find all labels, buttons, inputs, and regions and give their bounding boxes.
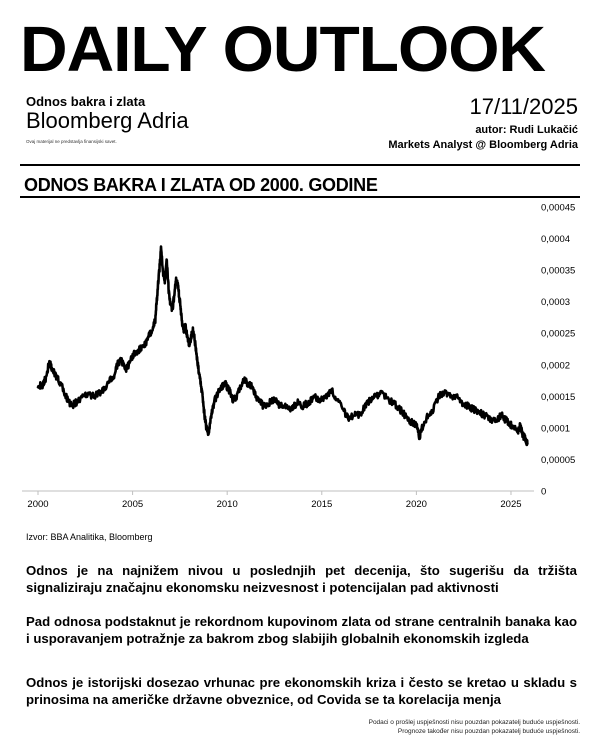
disclaimer-text: Ovaj materijal ne predstavlja finansijski savet. [26,139,117,144]
y-tick-label: 0,00025 [541,328,576,340]
y-tick-label: 0,0004 [541,234,571,246]
x-tick-label: 2005 [122,499,144,510]
x-tick-label: 2000 [27,499,49,510]
x-tick-label: 2020 [405,499,427,510]
y-tick-label: 0,00005 [541,454,576,466]
y-tick-label: 0,00045 [541,202,576,214]
chart-title: ODNOS BAKRA I ZLATA OD 2000. GODINE [24,175,378,195]
brand-name: Bloomberg Adria [26,108,189,133]
masthead-title: DAILY OUTLOOK [20,13,546,85]
y-tick-label: 0,00015 [541,391,576,403]
y-axis-ticks [541,203,575,498]
line-chart [0,195,600,515]
x-tick-label: 2025 [500,499,522,510]
y-tick-label: 0,0002 [541,360,571,372]
y-tick-label: 0,0003 [541,297,571,309]
x-tick-label: 2010 [216,499,238,510]
report-date: 17/11/2025 [469,94,578,119]
paragraph-1: Odnos je na najnižem nivou u poslednjih pet decenija, što sugerišu da tržišta signaliziraju značajnu ekonomsku neizvesnost i potencijalan pad aktivnosti [26,563,577,595]
x-axis-ticks [27,491,521,510]
author-role: Markets Analyst @ Bloomberg Adria [388,139,578,151]
y-tick-label: 0 [541,486,547,498]
footer-disclaimer-1: Podaci o prošlej uspješnosti nisu pouzdan pokazatelj buduće uspješnosti. [368,719,580,726]
report-subtitle: Odnos bakra i zlata [26,94,146,109]
y-tick-label: 0,00035 [541,265,576,277]
y-tick-label: 0,0001 [541,423,571,435]
paragraph-3: Odnos je istorijski dosezao vrhunac pre ekonomskih kriza i često se kretao u skladu s prinosima na američke državne obveznice, od Covida se ta korelacija menja [26,675,577,707]
author-name: autor: Rudi Lukačić [475,124,578,136]
footer-disclaimer-2: Prognoze također nisu pouzdan pokazatelj buduće uspješnosti. [397,728,580,735]
paragraph-2: Pad odnosa podstaknut je rekordnom kupovinom zlata od strane centralnih banaka kao i usporavanjem potražnje za bakrom zbog slabijih globalnih ekonomskih izgleda [26,614,577,646]
series-line-copper-gold-ratio [38,247,527,446]
header-divider [20,164,580,166]
chart-source: Izvor: BBA Analitika, Bloomberg [26,532,153,542]
x-tick-label: 2015 [311,499,333,510]
